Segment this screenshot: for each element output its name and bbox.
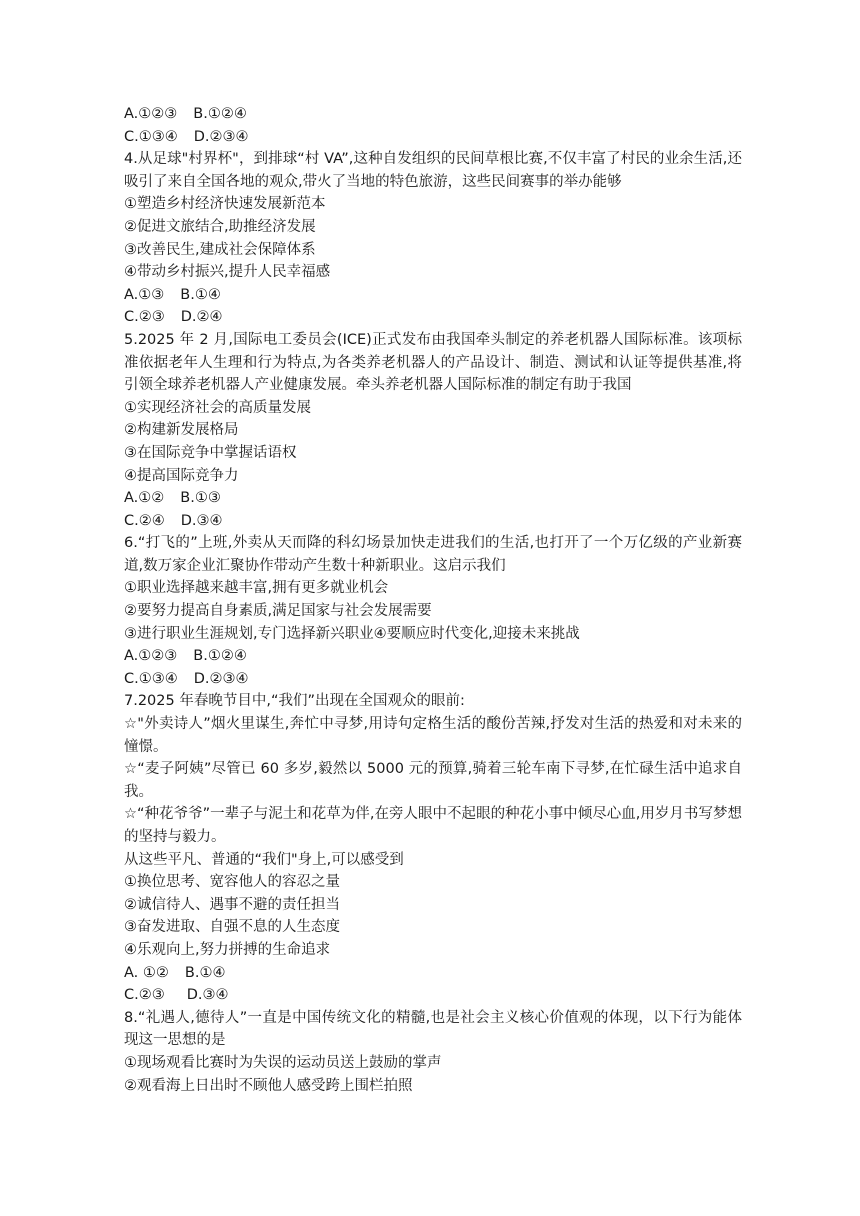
q4-item-1: ①塑造乡村经济快速发展新范本: [124, 196, 326, 213]
q6-option-d: D.②③④: [193, 670, 249, 687]
q7-item-1: ①换位思考、宽容他人的容忍之量: [124, 874, 340, 891]
q8-item-1: ①现场观看比赛时为失误的运动员送上鼓励的掌声: [124, 1054, 442, 1071]
q6-option-a: A.①②③: [124, 648, 178, 665]
q6-option-b: B.①②④: [193, 648, 247, 665]
q7-item-2: ②诚信待人、遇事不避的责任担当: [124, 896, 340, 913]
q4-options-row-1: [124, 284, 742, 307]
q7-star-item-2: ☆“麦子阿姨”尽管已 60 多岁,毅然以 5000 元的预算,骑着三轮车南下寻梦,在忙碌生活中追求自我。: [124, 761, 742, 800]
q6-item-3: ③进行职业生涯规划,专门选择新兴职业④要顺应时代变化,迎接未来挑战: [124, 625, 580, 642]
q3-options-row-2: [124, 126, 742, 149]
q4-item-3: ③改善民生,建成社会保障体系: [124, 241, 316, 258]
q7-option-a: A. ①②: [124, 964, 169, 981]
q3-option-c: C.①③④: [124, 128, 178, 145]
q5-item-2: ②构建新发展格局: [124, 422, 239, 439]
q5-stem: 5.2025 年 2 月,国际电工委员会(ICE)正式发布由我国牵头制定的养老机器人国际标准。该项标准依据老年人生理和行为特点,为各类养老机器人的产品设计、制造、测试和认证等提供基准,将引领全球养老机器人产业健康发展。牵头养老机器人国际标准的制定有助于我国: [124, 331, 742, 394]
q4-options-row-2: [124, 306, 742, 329]
q7-lead: 从这些平凡、普通的“我们"身上,可以感受到: [124, 851, 404, 868]
q5-option-c: C.②④: [124, 512, 165, 529]
q5-option-a: A.①②: [124, 490, 165, 507]
q4-option-d: D.②④: [180, 309, 223, 326]
q8-item-2: ②观看海上日出时不顾他人感受跨上围栏拍照: [124, 1077, 413, 1094]
q5-item-4: ④提高国际竞争力: [124, 467, 239, 484]
q6-item-2: ②要努力提高自身素质,满足国家与社会发展需要: [124, 603, 432, 620]
q3-option-d: D.②③④: [193, 128, 249, 145]
q7-options-row-2: [124, 984, 742, 1007]
q3-options-row-1: [124, 103, 742, 126]
q7-option-c: C.②③: [124, 987, 165, 1004]
q5-option-d: D.③④: [180, 512, 223, 529]
q6-options-row-1: [124, 645, 742, 668]
q5-options-row-2: [124, 510, 742, 533]
q7-item-4: ④乐观向上,努力拼搏的生命追求: [124, 941, 331, 958]
q4-item-4: ④带动乡村振兴,提升人民幸福感: [124, 264, 331, 281]
q7-option-d: D.③④: [186, 987, 229, 1004]
q4-stem: 4.从足球"村界杯"，到排球“村 VA”,这种自发组织的民间草根比赛,不仅丰富了村民的业余生活,还吸引了来自全国各地的观众,带火了当地的特色旅游，这些民间赛事的举办能够: [124, 151, 743, 190]
q4-item-2: ②促进文旅结合,助推经济发展: [124, 218, 316, 235]
q5-item-1: ①实现经济社会的高质量发展: [124, 399, 311, 416]
q7-options-row-1: [124, 962, 742, 985]
q6-item-1: ①职业选择越来越丰富,拥有更多就业机会: [124, 580, 389, 597]
question-column: [124, 103, 742, 1097]
q3-option-b: B.①②④: [193, 106, 247, 122]
q5-option-b: B.①③: [180, 490, 221, 507]
q7-option-b: B.①④: [184, 964, 226, 981]
q7-item-3: ③奋发进取、自强不息的人生态度: [124, 919, 340, 936]
q8-stem: 8.“礼遇人,德待人”一直是中国传统文化的精髓,也是社会主义核心价值观的体现，以下行为能体现这一思想的是: [124, 1009, 742, 1049]
q6-stem: 6.“打飞的”上班,外卖从天而降的科幻场景加快走进我们的生活,也打开了一个万亿级的产业新赛道,数万家企业汇聚协作带动产生数十种新职业。这启示我们: [124, 535, 742, 574]
q5-options-row-1: [124, 487, 742, 510]
q7-stem: 7.2025 年春晚节目中,“我们”出现在全国观众的眼前:: [124, 693, 465, 710]
q5-item-3: ③在国际竞争中掌握话语权: [124, 444, 297, 461]
q4-option-a: A.①③: [124, 286, 165, 303]
q4-option-b: B.①④: [180, 286, 221, 303]
q6-option-c: C.①③④: [124, 670, 178, 687]
q7-star-item-3: ☆“种花爷爷”一辈子与泥土和花草为伴,在旁人眼中不起眼的种花小事中倾尽心血,用岁月书写梦想的坚持与毅力。: [124, 806, 742, 845]
q3-option-a: A.①②③: [124, 106, 178, 122]
q7-star-item-1: ☆"外卖诗人”烟火里谋生,奔忙中寻梦,用诗句定格生活的酸份苦辣,抒发对生活的热爱和对未来的憧憬。: [124, 716, 742, 755]
q6-options-row-2: [124, 668, 742, 691]
q4-option-c: C.②③: [124, 309, 165, 326]
